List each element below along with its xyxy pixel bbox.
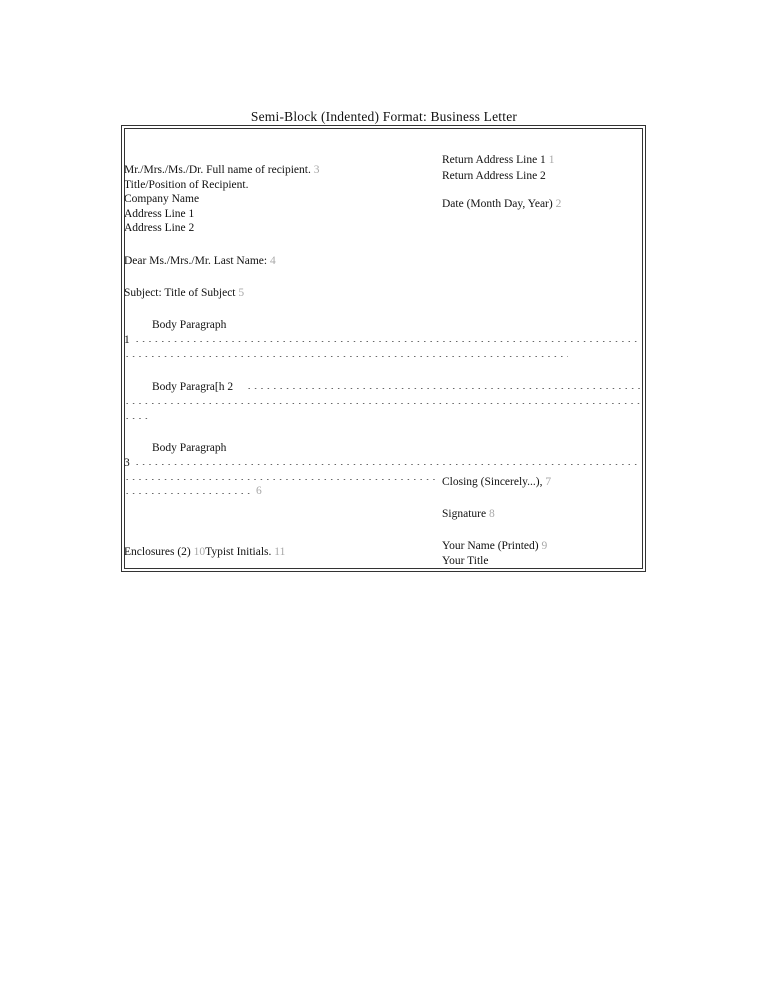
typist-initials: Typist Initials. xyxy=(205,546,272,558)
body-paragraph-3-fill-line-3 xyxy=(124,493,254,494)
subject-line: Subject: Title of Subject 5 xyxy=(124,287,245,299)
body-paragraph-2-fill-line-1 xyxy=(246,388,640,389)
marker-7: 7 xyxy=(545,476,552,488)
body-paragraph-3-index: 3 xyxy=(124,457,130,469)
marker-8: 8 xyxy=(488,508,495,520)
marker-2: 2 xyxy=(555,198,562,210)
recipient-address-2: Address Line 2 xyxy=(124,222,195,234)
marker-3: 3 xyxy=(313,164,320,176)
signature-line: Signature 8 xyxy=(442,508,495,520)
salutation: Dear Ms./Mrs./Mr. Last Name: 4 xyxy=(124,255,276,267)
body-paragraph-3-fill-line-2 xyxy=(124,479,436,480)
letter-frame-inner xyxy=(124,128,643,569)
marker-1: 1 xyxy=(548,154,555,166)
body-paragraph-2-fill-line-3 xyxy=(124,418,152,419)
marker-4: 4 xyxy=(269,255,276,267)
closing-line: Closing (Sincerely...), 7 xyxy=(442,476,552,488)
body-paragraph-1-fill-line-2 xyxy=(124,356,568,357)
body-paragraph-1-fill-line-1 xyxy=(134,341,640,342)
body-paragraph-2-label: Body Paragra[h 2 xyxy=(152,381,234,393)
body-paragraph-1-label: Body Paragraph xyxy=(152,319,227,331)
recipient-name: Mr./Mrs./Ms./Dr. Full name of recipient. 3 xyxy=(124,164,320,176)
body-paragraph-3-label: Body Paragraph xyxy=(152,442,227,454)
enclosures-line: Enclosures (2) 10Typist Initials. 11 xyxy=(124,546,286,558)
body-paragraph-1-index: 1 xyxy=(124,334,130,346)
recipient-address-1: Address Line 1 xyxy=(124,208,195,220)
return-address-line-1: Return Address Line 1 1 xyxy=(442,154,555,166)
marker-11: 11 xyxy=(274,546,286,558)
recipient-position: Title/Position of Recipient. xyxy=(124,179,249,191)
marker-5: 5 xyxy=(238,287,245,299)
page-title: Semi-Block (Indented) Format: Business Letter xyxy=(250,109,518,124)
recipient-company: Company Name xyxy=(124,193,200,205)
printed-name-line: Your Name (Printed) 9 xyxy=(442,540,548,552)
body-paragraph-3-fill-line-1 xyxy=(134,464,640,465)
marker-9: 9 xyxy=(541,540,548,552)
return-address-line-2: Return Address Line 2 xyxy=(442,170,546,182)
date-line: Date (Month Day, Year) 2 xyxy=(442,198,562,210)
body-paragraph-2-fill-line-2 xyxy=(124,403,640,404)
marker-6: 6 xyxy=(256,485,262,497)
marker-10: 10 xyxy=(193,546,206,558)
your-title-line: Your Title xyxy=(442,555,489,567)
